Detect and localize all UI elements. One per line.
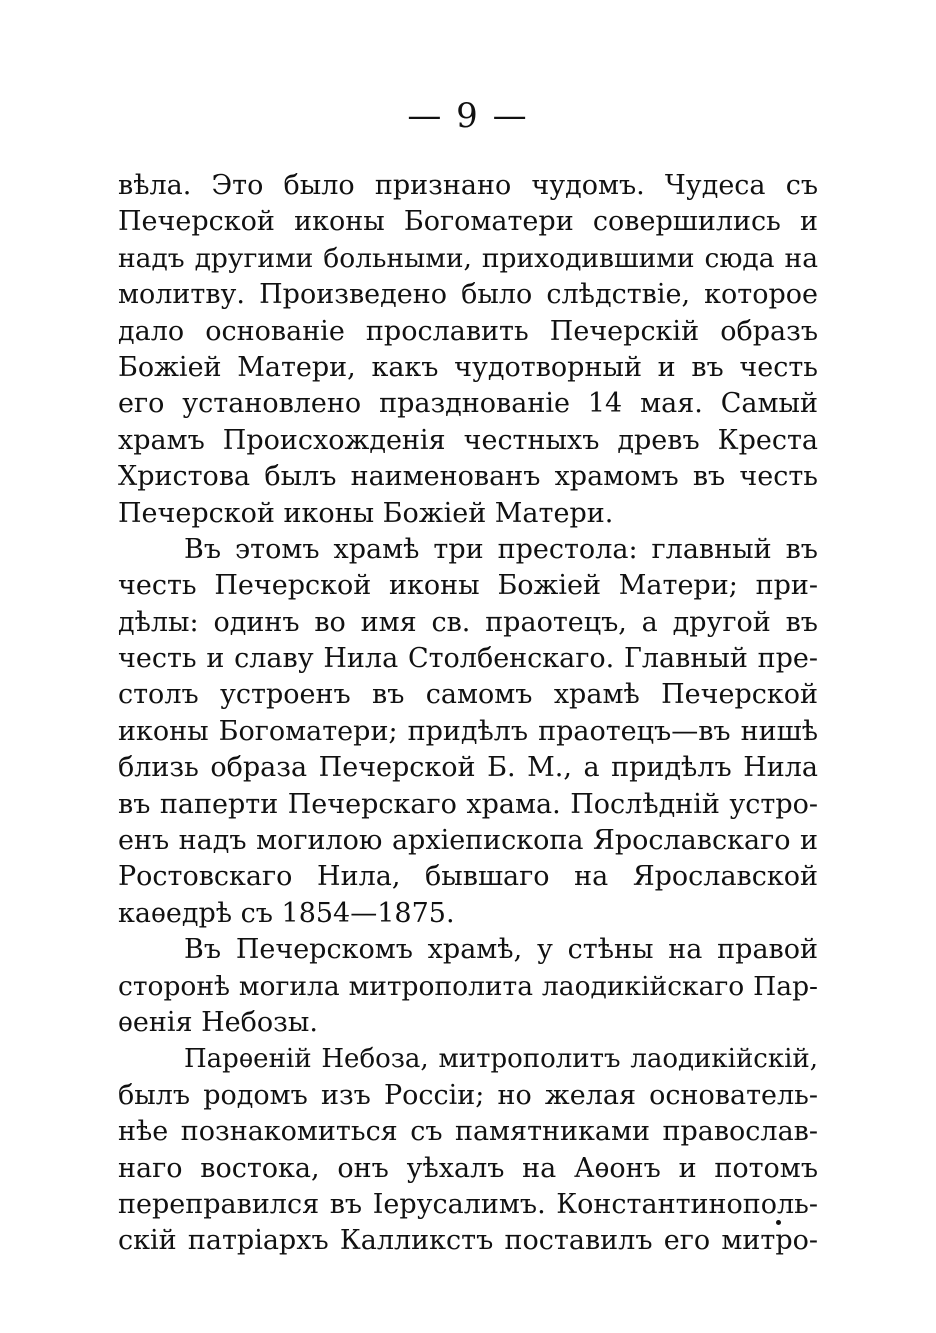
- text-line: Печерской иконы Богоматери совершились и: [118, 206, 818, 238]
- print-speck: [776, 1220, 781, 1225]
- text-line: его установлено празднованіе 14 мая. Самый: [118, 388, 818, 420]
- text-line: Парѳеній Небоза, митрополитъ лаодикійскій,: [184, 1044, 818, 1075]
- page-number: — 9 —: [407, 96, 529, 136]
- text-line: дѣлы: одинъ во имя св. праотецъ, а другой въ: [118, 606, 818, 638]
- text-line: ѳенія Небозы.: [118, 1006, 318, 1038]
- text-line: молитву. Произведено было слѣдствіе, которое: [118, 279, 818, 311]
- text-line: вѣла. Это было признано чудомъ. Чудеса съ: [118, 170, 818, 201]
- text-line: дало основаніе прославить Печерскій образъ: [118, 315, 818, 347]
- text-line: честь Печерской иконы Божіей Матери; при-: [118, 570, 818, 602]
- text-line: скій патріархъ Калликстъ поставилъ его митро-: [118, 1225, 818, 1257]
- text-line: надъ другими больными, приходившими сюда на: [118, 242, 818, 274]
- body-text: [118, 168, 818, 1260]
- text-line: Печерской иконы Божіей Матери.: [118, 497, 614, 529]
- text-line: сторонѣ могила митрополита лаодикійскаго Пар-: [118, 970, 818, 1002]
- text-line: въ паперти Печерскаго храма. Послѣдній устро-: [118, 788, 818, 820]
- text-line: честь и славу Нила Столбенскаго. Главный пре-: [118, 643, 818, 675]
- text-line: Божіей Матери, какъ чудотворный и въ честь: [118, 351, 818, 383]
- text-line: Ростовскаго Нила, бывшаго на Ярославской: [118, 861, 818, 893]
- text-line: иконы Богоматери; придѣлъ праотецъ—въ нишѣ: [118, 715, 818, 747]
- text-line: близь образа Печерской Б. М., а придѣлъ Нила: [118, 752, 818, 784]
- text-line: енъ надъ могилою архіепископа Ярославскаго и: [118, 825, 818, 857]
- text-line: переправился въ Іерусалимъ. Константинополь-: [118, 1188, 818, 1220]
- paragraph-2: [118, 532, 818, 932]
- text-line: каѳедрѣ съ 1854—1875.: [118, 897, 455, 929]
- paragraph-4: [118, 1041, 818, 1259]
- text-line: наго востока, онъ уѣхалъ на Аѳонъ и потомъ: [118, 1152, 818, 1184]
- text-line: Въ Печерскомъ храмѣ, у стѣны на правой: [184, 934, 818, 966]
- paragraph-1: [118, 168, 818, 532]
- text-line: столъ устроенъ въ самомъ храмѣ Печерской: [118, 679, 818, 711]
- text-line: Христова былъ наименованъ храмомъ въ честь: [118, 461, 818, 493]
- paragraph-3: [118, 932, 818, 1041]
- text-line: Въ этомъ храмѣ три престола: главный въ: [184, 533, 818, 565]
- text-line: былъ родомъ изъ Россіи; но желая основатель-: [118, 1079, 818, 1111]
- text-line: нѣе познакомиться съ памятниками православ-: [118, 1116, 818, 1148]
- text-line: храмъ Происхожденія честныхъ древъ Креста: [118, 424, 818, 456]
